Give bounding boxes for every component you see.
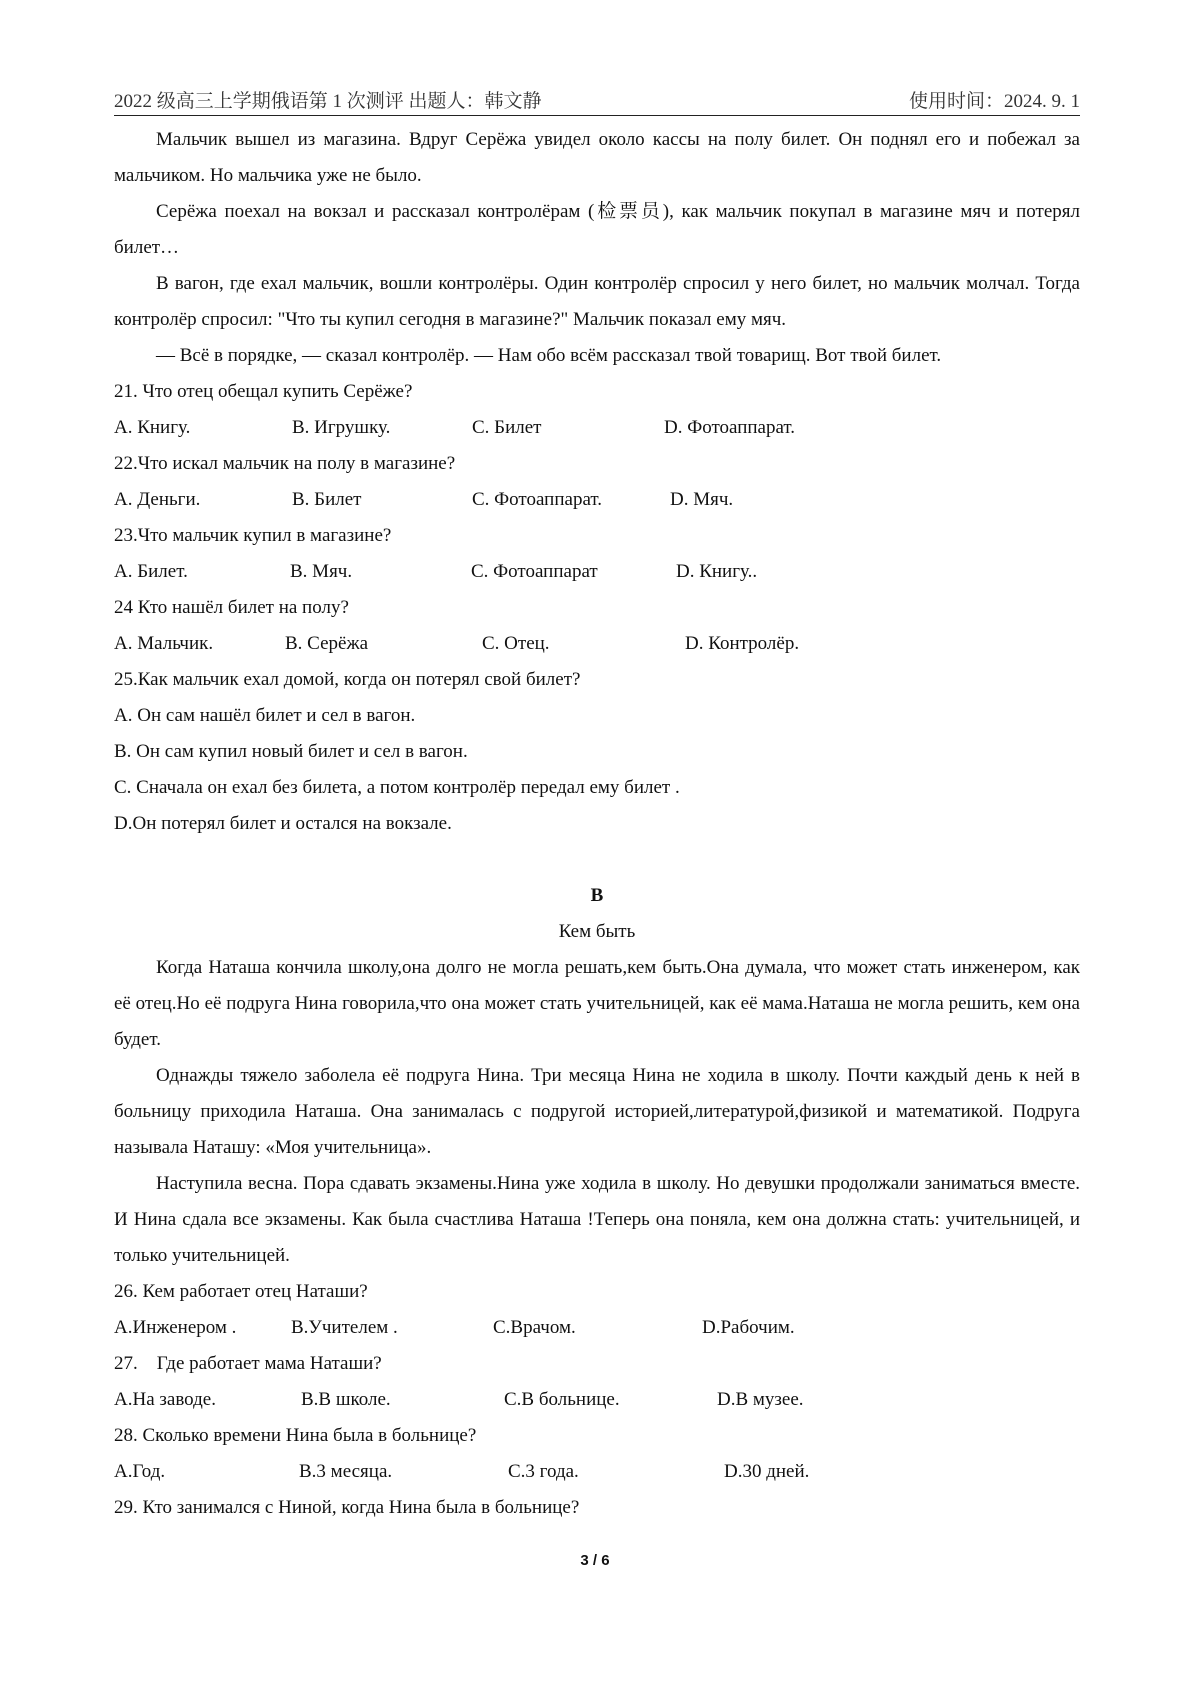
text-b-paragraph-1: Когда Наташа кончила школу,она долго не могла решать,кем быть.Она думала, что может стать инженером, как её отец.Но её подруга Нина говорила,что она может стать учительницей, как её мама.Наташа не могла решить, кем она будет. — [114, 957, 1080, 1050]
question-27-options — [114, 1382, 1080, 1418]
page-number: 3 / 6 — [580, 1552, 610, 1569]
question-22: 22.Что искал мальчик на полу в магазине? — [114, 453, 456, 474]
question-25-option-d: D.Он потерял билет и остался на вокзале. — [114, 813, 452, 834]
option-b: B.Учителем . — [291, 1317, 398, 1338]
option-a: A. Деньги. — [114, 489, 201, 510]
question-25: 25.Как мальчик ехал домой, когда он потерял свой билет? — [114, 669, 581, 690]
option-b: B.3 месяца. — [299, 1461, 393, 1482]
option-d: D. Фотоаппарат. — [664, 417, 796, 438]
question-25-option-b: B. Он сам купил новый билет и сел в вагон. — [114, 741, 468, 762]
option-c: C.Врачом. — [493, 1317, 576, 1338]
section-b-title: Кем быть — [558, 921, 636, 942]
section-b-letter: B — [590, 885, 604, 906]
header-date: 使用时间：2024. 9. 1 — [908, 91, 1080, 112]
option-c: C. Фотоаппарат. — [472, 489, 603, 510]
option-b: B. Серёжа — [285, 633, 369, 654]
question-27: 27. Где работает мама Наташи? — [114, 1353, 382, 1374]
question-26: 26. Кем работает отец Наташи? — [114, 1281, 368, 1302]
option-d: D.Рабочим. — [702, 1317, 795, 1338]
text-a-paragraph-4: — Всё в порядке, — сказал контролёр. — Нам обо всём рассказал твой товарищ. Вот твой билет. — [156, 345, 942, 366]
option-d: D.В музее. — [717, 1389, 804, 1410]
question-28-options — [114, 1454, 1080, 1490]
section-spacer — [114, 842, 1080, 878]
question-29: 29. Кто занимался с Ниной, когда Нина была в больнице? — [114, 1497, 580, 1518]
question-25-option-c: C. Сначала он ехал без билета, а потом контролёр передал ему билет . — [114, 777, 680, 798]
option-d: D. Книгу.. — [676, 561, 758, 582]
question-21-options — [114, 410, 1080, 446]
text-b-paragraph-3: Наступила весна. Пора сдавать экзамены.Нина уже ходила в школу. Но девушки продолжали заниматься вместе. И Нина сдала все экзамены. Как была счастлива Наташа !Теперь она поняла, кем она должна стать: учительницей, и только учительницей. — [114, 1173, 1080, 1266]
option-d: D.30 дней. — [724, 1461, 810, 1482]
option-b: B. Билет — [292, 489, 362, 510]
question-28: 28. Сколько времени Нина была в больнице? — [114, 1425, 477, 1446]
question-23: 23.Что мальчик купил в магазине? — [114, 525, 392, 546]
question-24: 24 Кто нашёл билет на полу? — [114, 597, 349, 618]
text-a-paragraph-2: Серёжа поехал на вокзал и рассказал контролёрам (检票员), как мальчик покупал в магазине мяч и потерял билет… — [114, 201, 1080, 258]
question-23-options — [114, 554, 1080, 590]
question-25-option-a: A. Он сам нашёл билет и сел в вагон. — [114, 705, 416, 726]
question-22-options — [114, 482, 1080, 518]
option-a: A.На заводе. — [114, 1389, 216, 1410]
option-a: A.Инженером . — [114, 1317, 237, 1338]
option-a: A. Билет. — [114, 561, 188, 582]
option-a: A. Мальчик. — [114, 633, 214, 654]
option-c: C. Билет — [472, 417, 542, 438]
option-a: A. Книгу. — [114, 417, 191, 438]
question-26-options — [114, 1310, 1080, 1346]
option-c: C. Фотоаппарат — [471, 561, 598, 582]
text-a-paragraph-1: Мальчик вышел из магазина. Вдруг Серёжа увидел около кассы на полу билет. Он поднял его и побежал за мальчиком. Но мальчика уже не было. — [114, 129, 1080, 186]
option-b: B. Игрушку. — [292, 417, 391, 438]
option-d: D. Контролёр. — [685, 633, 800, 654]
question-24-options — [114, 626, 1080, 662]
option-c: C.В больнице. — [504, 1389, 620, 1410]
option-c: C.3 года. — [508, 1461, 579, 1482]
option-b: B. Мяч. — [290, 561, 353, 582]
option-a: A.Год. — [114, 1461, 166, 1482]
option-b: B.В школе. — [301, 1389, 391, 1410]
question-21: 21. Что отец обещал купить Серёже? — [114, 381, 413, 402]
header-exam-info: 2022 级高三上学期俄语第 1 次测评 出题人：韩文静 — [114, 91, 542, 112]
page-content — [114, 122, 1080, 1526]
option-d: D. Мяч. — [670, 489, 734, 510]
page-header — [114, 86, 1080, 116]
option-c: C. Отец. — [482, 633, 550, 654]
text-b-paragraph-2: Однажды тяжело заболела её подруга Нина. Три месяца Нина не ходила в школу. Почти каждый день к ней в больницу приходила Наташа. Она занималась с подругой историей,литературой,физикой и математикой. Подруга называла Наташу: «Моя учительница». — [114, 1065, 1080, 1158]
text-a-paragraph-3: В вагон, где ехал мальчик, вошли контролёры. Один контролёр спросил у него билет, но мальчик молчал. Тогда контролёр спросил: "Что ты купил сегодня в магазине?" Мальчик показал ему мяч. — [114, 273, 1080, 330]
